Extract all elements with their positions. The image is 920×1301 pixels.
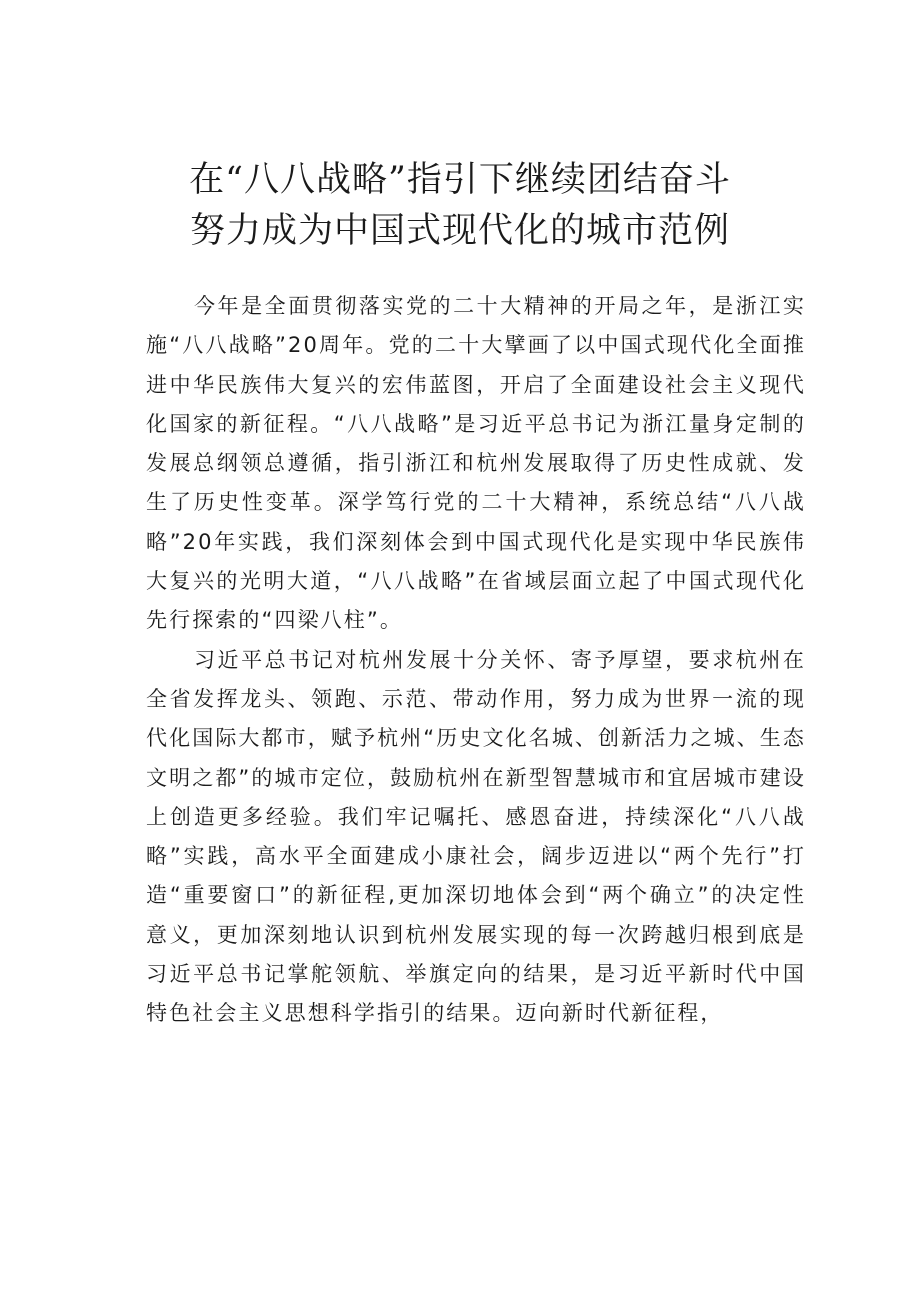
paragraph: 今年是全面贯彻落实党的二十大精神的开局之年，是浙江实施“八八战略”20周年。党的二十大擘画了以中国式现代化全面推进中华民族伟大复兴的宏伟蓝图，开启了全面建设社会主义现代化国家的新征程。“八八战略”是习近平总书记为浙江量身定制的发展总纲领总遵循，指引浙江和杭州发展取得了历史性成就、发生了历史性变革。深学笃行党的二十大精神，系统总结“八八战略”20年实践，我们深刻体会到中国式现代化是实现中华民族伟大复兴的光明大道，“八八战略”在省域层面立起了中国式现代化先行探索的“四梁八柱”。 bbox=[146, 294, 806, 633]
document-title-line-1: 在“八八战略”指引下继续团结奋斗 bbox=[189, 160, 731, 200]
document-title-line-2: 努力成为中国式现代化的城市范例 bbox=[189, 211, 730, 251]
paragraph: 习近平总书记对杭州发展十分关怀、寄予厚望，要求杭州在全省发挥龙头、领跑、示范、带动作用，努力成为世界一流的现代化国际大都市，赋予杭州“历史文化名城、创新活力之城、生态文明之都”的城市定位，鼓励杭州在新型智慧城市和宜居城市建设上创造更多经验。我们牢记嘱托、感恩奋进，持续深化“八八战略”实践，高水平全面建成小康社会，阔步迈进以“两个先行”打造“重要窗口”的新征程,更加深切地体会到“两个确立”的决定性意义，更加深刻地认识到杭州发展实现的每一次跨越归根到底是习近平总书记掌舵领航、举旗定向的结果，是习近平新时代中国特色社会主义思想科学指引的结果。迈向新时代新征程， bbox=[146, 647, 806, 1026]
document-body bbox=[146, 287, 806, 1034]
